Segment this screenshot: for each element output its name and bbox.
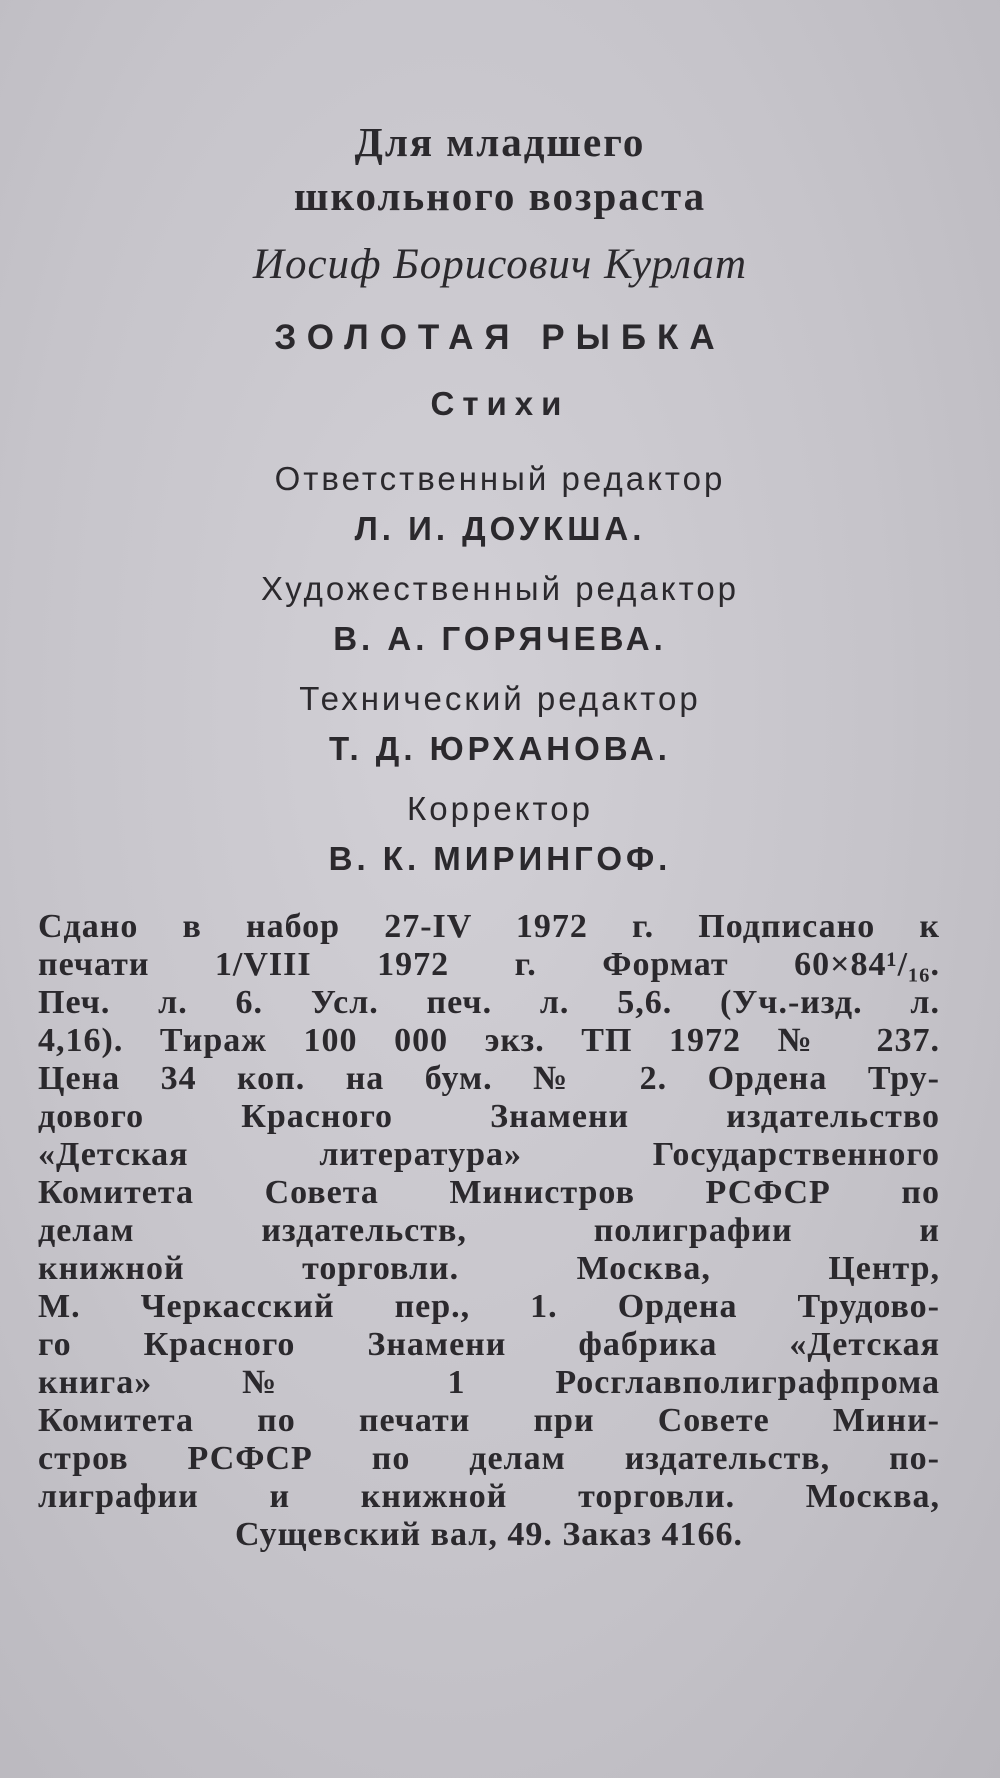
age-group-line-2: школьного возраста (293, 173, 707, 219)
imprint-line: М. Черкасский пер., 1. Ордена Трудово- (38, 1288, 940, 1325)
imprint-line: лиграфии и книжной торговли. Москва, (38, 1478, 940, 1515)
credit-name: Л. И. ДОУКША. (354, 510, 646, 547)
imprint-line: делам издательств, полиграфии и (38, 1212, 940, 1249)
genre-label: Стихи (430, 385, 570, 422)
credit-role: Художественный редактор (260, 570, 740, 607)
age-group-line-1: Для младшего (354, 119, 646, 165)
credit-name: Т. Д. ЮРХАНОВА. (329, 730, 671, 767)
imprint-line: Сущевский вал, 49. Заказ 4166. (234, 1516, 744, 1553)
imprint-line: 4,16). Тираж 100 000 экз. ТП 1972 № 237. (38, 1022, 940, 1059)
imprint-line: Комитета по печати при Совете Мини- (38, 1402, 940, 1439)
imprint-line: стров РСФСР по делам издательств, по- (38, 1440, 940, 1477)
book-title: ЗОЛОТАЯ РЫБКА (274, 318, 726, 357)
credit-name: В. К. МИРИНГОФ. (328, 840, 672, 877)
imprint-line: печати 1/VIII 1972 г. Формат 60×84¹/₁₆. (38, 946, 940, 983)
imprint-line: Цена 34 коп. на бум. № 2. Ордена Тру- (38, 1060, 940, 1097)
imprint-line: книжной торговли. Москва, Центр, (38, 1250, 940, 1287)
credit-name: В. А. ГОРЯЧЕВА. (333, 620, 667, 657)
author-name: Иосиф Борисович Курлат (252, 241, 748, 288)
imprint-line: Комитета Совета Министров РСФСР по (38, 1174, 940, 1211)
imprint-line: го Красного Знамени фабрика «Детская (38, 1326, 940, 1363)
imprint-line: книга» № 1 Росглавполиграфпрома (38, 1364, 940, 1401)
credit-role: Ответственный редактор (274, 460, 726, 497)
imprint-line: «Детская литература» Государственного (38, 1136, 940, 1173)
imprint-line: Сдано в набор 27-IV 1972 г. Подписано к (38, 908, 940, 945)
credit-role: Технический редактор (299, 680, 701, 717)
credit-role: Корректор (407, 790, 593, 827)
imprint-line: Печ. л. 6. Усл. печ. л. 5,6. (Уч.-изд. л. (38, 984, 940, 1021)
imprint-line: дового Красного Знамени издательство (38, 1098, 940, 1135)
